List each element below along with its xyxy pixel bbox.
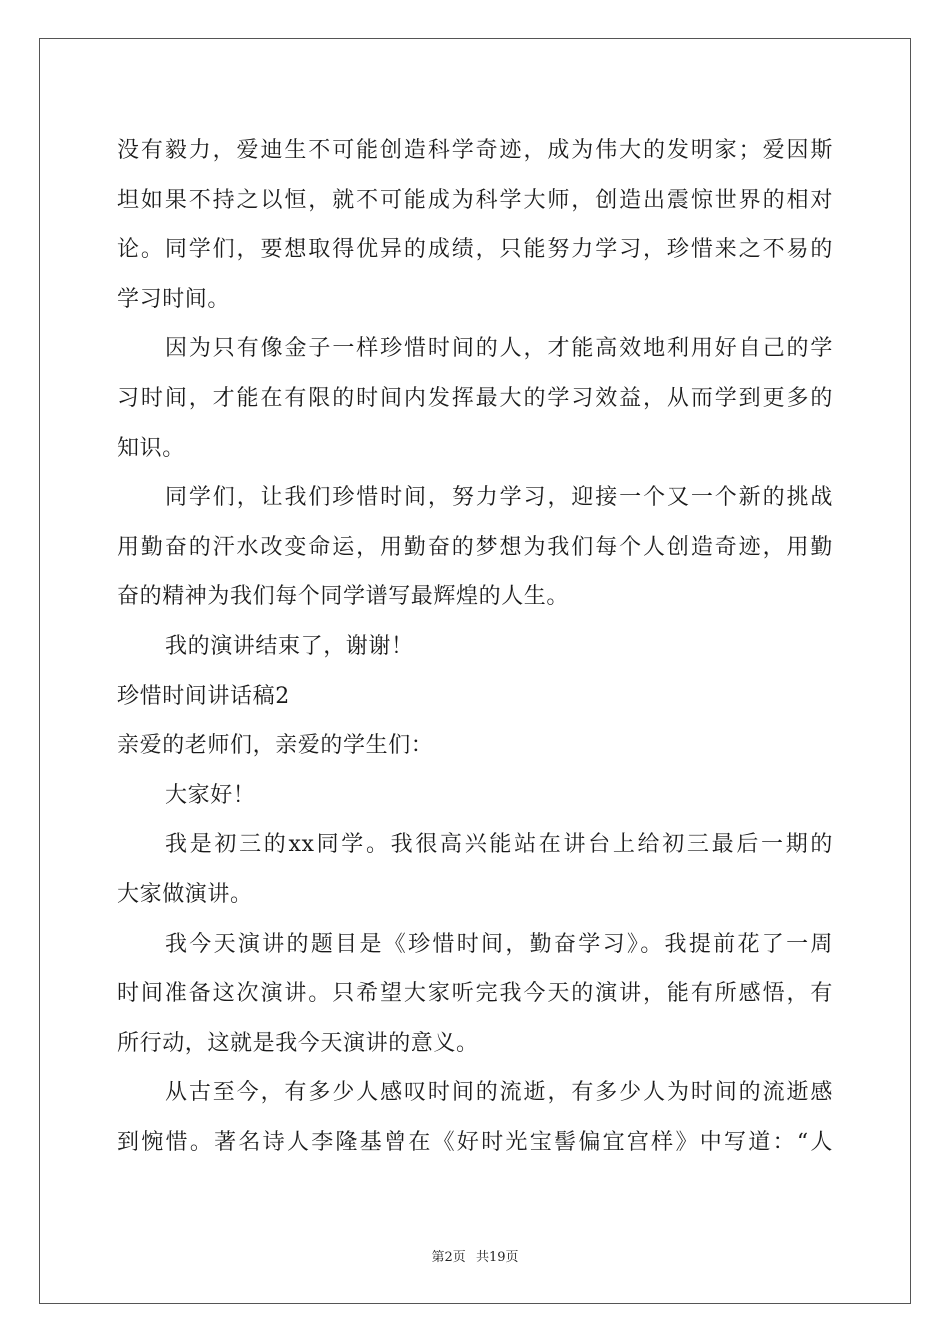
text-line: 知识。 [117,435,185,461]
text-line: 时间准备这次演讲。只希望大家听完我今天的演讲，能有所感悟，有 [117,981,833,1007]
text-line: 我的演讲结束了，谢谢！ [165,633,414,659]
page-footer [0,1246,950,1265]
greeting: 大家好！ [165,782,256,808]
page-number: 第2页 [431,1250,466,1265]
text-line: 习时间，才能在有限的时间内发挥最大的学习效益，从而学到更多的 [117,385,833,411]
text-line: 所行动，这就是我今天演讲的意义。 [117,1030,479,1056]
text-line: 论。同学们，要想取得优异的成绩，只能努力学习，珍惜来之不易的 [117,237,833,263]
text-line: 因为只有像金子一样珍惜时间的人，才能高效地利用好自己的学 [165,336,833,362]
section-heading: 珍惜时间讲话稿2 [117,683,290,709]
text-line: 从古至今，有多少人感叹时间的流逝，有多少人为时间的流逝感 [165,1080,833,1106]
document-body [117,126,833,1167]
text-line: 学习时间。 [117,286,231,312]
text-line: 我是初三的xx同学。我很高兴能站在讲台上给初三最后一期的 [165,832,833,858]
text-line: 坦如果不持之以恒，就不可能成为科学大师，创造出震惊世界的相对 [117,187,833,213]
salutation: 亲爱的老师们，亲爱的学生们： [117,733,434,759]
text-line: 没有毅力，爱迪生不可能创造科学奇迹，成为伟大的发明家；爱因斯 [117,138,833,163]
text-line: 大家做演讲。 [117,881,253,907]
text-line: 同学们，让我们珍惜时间，努力学习，迎接一个又一个新的挑战 [165,485,833,511]
text-line: 到惋惜。著名诗人李隆基曾在《好时光宝髻偏宜宫样》中写道：“人 [117,1129,833,1155]
text-line: 我今天演讲的题目是《珍惜时间，勤奋学习》。我提前花了一周 [165,931,833,957]
text-line: 用勤奋的汗水改变命运，用勤奋的梦想为我们每个人创造奇迹，用勤 [117,534,833,560]
text-line: 奋的精神为我们每个同学谱写最辉煌的人生。 [117,584,570,610]
page-total: 共19页 [475,1250,519,1265]
